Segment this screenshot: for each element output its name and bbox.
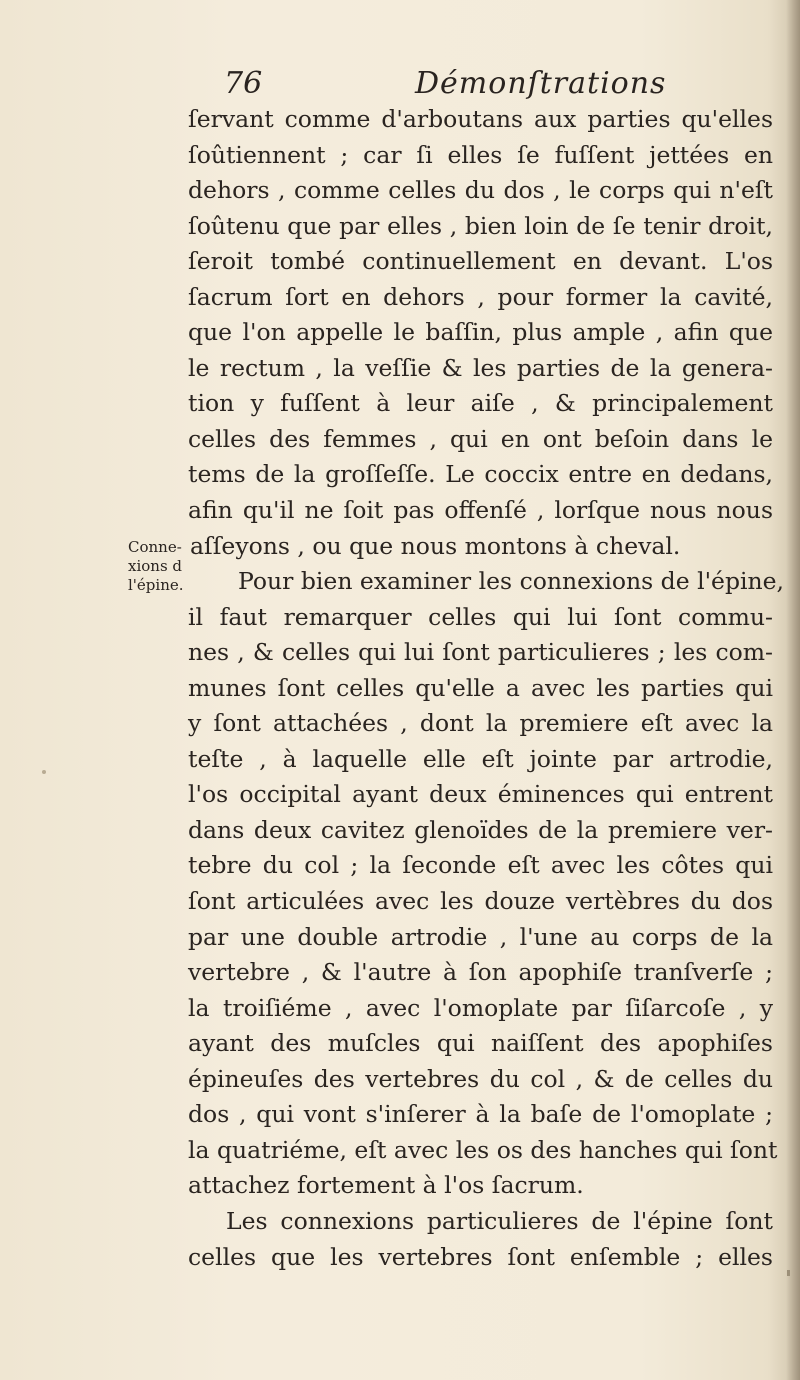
text-line: attachez fortement à l'os ſacrum.: [188, 1171, 584, 1200]
text-line: ſacrum ſort en dehors , pour former la cavité,: [188, 282, 773, 311]
text-line: tebre du col ; la ſeconde eſt avec les côtes qui: [188, 851, 773, 880]
text-line: dos , qui vont s'inſerer à la baſe de l'omoplate ;: [188, 1100, 773, 1129]
margin-note-line: Conne-: [128, 538, 182, 556]
text-line: la quatriéme, eſt avec les os des hanches qui ſont: [188, 1135, 778, 1164]
text-line: Les connexions particulieres de l'épine ſont: [226, 1206, 773, 1235]
text-line: y ſont attachées , dont la premiere eſt avec la: [188, 709, 773, 738]
text-line: ſoûtenu que par elles , bien loin de ſe tenir droit,: [188, 211, 773, 240]
text-line: dans deux cavitez glenoïdes de la premiere ver-: [188, 815, 773, 844]
text-line: que l'on appelle le baſſin, plus ample , afin que: [188, 318, 773, 347]
margin-note-line: l'épine.: [128, 576, 184, 594]
text-line: épineuſes des vertebres du col , & de celles du: [188, 1064, 773, 1093]
margin-note-line: xions d: [128, 557, 183, 575]
text-line: celles des femmes , qui en ont beſoin dans le: [188, 424, 773, 453]
text-line: ſervant comme d'arboutans aux parties qu'elles: [188, 105, 773, 133]
text-line: il faut remarquer celles qui lui ſont commu-: [188, 602, 773, 631]
body-text: [188, 102, 785, 1275]
text-line: l'os occipital ayant deux éminences qui entrent: [188, 780, 773, 809]
text-line: celles que les vertebres ſont enſemble ; elles: [188, 1242, 773, 1271]
text-line: le rectum , la veſſie & les parties de la genera-: [188, 353, 773, 382]
text-line: vertebre , & l'autre à ſon apophiſe tranſverſe ;: [188, 958, 773, 987]
text-line: munes ſont celles qu'elle a avec les parties qui: [188, 673, 773, 702]
text-line: afin qu'il ne ſoit pas offenſé , lorſque nous nous: [188, 496, 773, 525]
text-line: tion y fuſſent à leur aiſe , & principalement: [188, 389, 773, 418]
text-line: aſſeyons , ou que nous montons à cheval.: [190, 531, 681, 560]
paper-speck: [42, 770, 46, 774]
text-line: ſeroit tombé continuellement en devant. L'os: [188, 247, 773, 276]
text-line: ayant des muſcles qui naiſſent des apophiſes: [188, 1029, 773, 1058]
page-number: 76: [224, 66, 263, 101]
page-gutter-shadow: [786, 0, 800, 1380]
text-line: la troiſiéme , avec l'omoplate par ſiſarcoſe , y: [188, 993, 773, 1022]
text-line: ſoûtiennent ; car ſi elles ſe fuſſent jettées en: [188, 140, 773, 169]
text-line: tems de la groſſeſſe. Le coccix entre en dedans,: [188, 460, 773, 489]
page-header: [220, 66, 740, 106]
running-title: Démonſtrations: [415, 66, 667, 101]
text-line: nes , & celles qui lui ſont particulieres ; les com-: [188, 638, 773, 667]
paper-speck: [787, 1270, 790, 1276]
text-line: ſont articulées avec les douze vertèbres du dos: [188, 887, 773, 916]
text-line: dehors , comme celles du dos , le corps qui n'eſt: [188, 176, 773, 205]
text-line: teſte , à laquelle elle eſt jointe par artrodie,: [188, 744, 773, 773]
text-line: par une double artrodie , l'une au corps de la: [188, 922, 773, 951]
text-line: Pour bien examiner les connexions de l'épine,: [238, 567, 785, 596]
